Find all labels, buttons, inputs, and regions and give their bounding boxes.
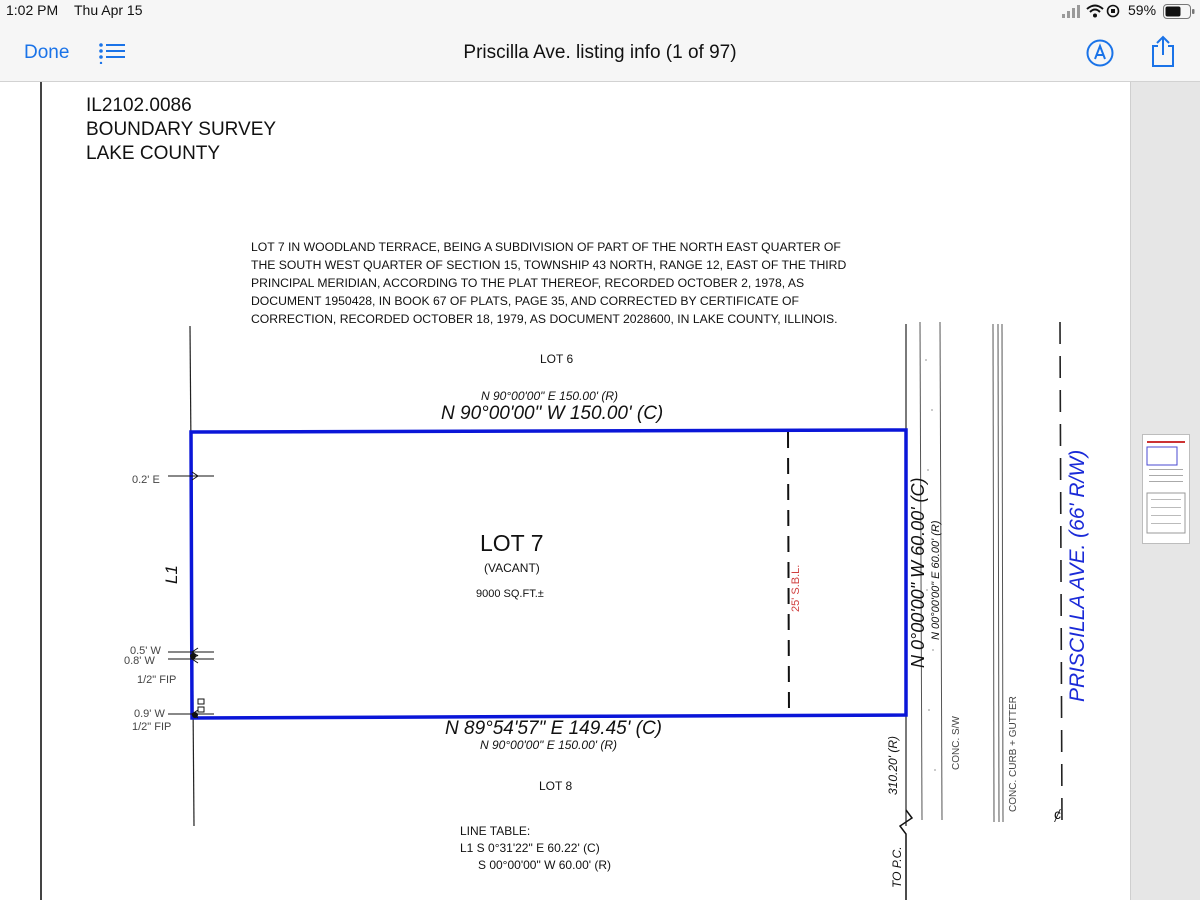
north-bearing-record: N 90°00'00" E 150.00' (R): [481, 389, 619, 403]
street-name-label: PRISCILLA AVE. (66' R/W): [1066, 449, 1089, 702]
street-centerline: [1060, 322, 1062, 825]
fip-label-1: 1/2" FIP: [137, 674, 177, 686]
fip-label-2: 1/2" FIP: [132, 721, 172, 733]
adjacent-lot-south: LOT 8: [539, 779, 573, 793]
line-table-row-1: L1 S 0°31'22" E 60.22' (C): [460, 841, 600, 855]
status-date: Thu Apr 15: [74, 2, 143, 18]
survey-type: BOUNDARY SURVEY: [86, 119, 277, 140]
curb-gutter-label: CONC. CURB + GUTTER: [1008, 696, 1019, 812]
centerline-symbol: ȼ: [1054, 806, 1061, 822]
thumbnail-preview: [1143, 435, 1189, 543]
line-table-row-2: S 00°00'00" W 60.00' (R): [478, 858, 612, 872]
offset-label-1: 0.2' E: [132, 474, 160, 486]
curb-line-2: [998, 324, 999, 822]
distance-to-pc: 310.20' (R): [886, 736, 900, 795]
corner-marker-2: [198, 707, 204, 712]
offset-label-4: 0.9' W: [134, 708, 165, 720]
corner-marker-1: [198, 699, 204, 704]
lot-status: (VACANT): [484, 561, 540, 575]
sidewalk-label: CONC. S/W: [951, 716, 962, 770]
l1-label: L1: [162, 565, 181, 584]
south-bearing-record: N 90°00'00" E 150.00' (R): [480, 738, 618, 752]
south-bearing-calculated: N 89°54'57" E 149.45' (C): [445, 718, 662, 739]
setback-label: 25' S.B.L.: [790, 564, 802, 612]
iron-pipe-marker-1: [190, 653, 196, 659]
curb-line-3: [1002, 324, 1003, 822]
survey-id: IL2102.0086: [86, 95, 192, 116]
status-time: 1:02 PM: [6, 2, 59, 18]
offset-label-2: 0.5' W: [130, 645, 161, 657]
document-title: Priscilla Ave. listing info (1 of 97): [463, 42, 737, 63]
done-button[interactable]: Done: [24, 42, 70, 63]
offset-label-3: 0.8' W: [124, 655, 155, 667]
survey-county: LAKE COUNTY: [86, 143, 221, 164]
share-icon[interactable]: [1150, 34, 1176, 68]
to-pc-label: TO P.C.: [890, 846, 904, 888]
east-bearing-calculated: N 0°00'00" W 60.00' (C): [908, 477, 928, 668]
battery-icon: [1163, 4, 1195, 19]
line-table-title: LINE TABLE:: [460, 824, 531, 838]
east-bearing-record: N 00°00'00" E 60.00' (R): [930, 520, 942, 640]
page-thumbnail[interactable]: [1142, 434, 1190, 544]
setback-line: [788, 432, 789, 716]
north-bearing-calculated: N 90°00'00" W 150.00' (C): [441, 403, 664, 424]
iron-pipe-marker-2: [192, 712, 198, 718]
battery-percent: 59%: [1128, 2, 1157, 18]
lot-area: 9000 SQ.FT.±: [476, 588, 544, 600]
adjacent-lot-north: LOT 6: [540, 352, 574, 366]
legal-description: LOT 7 IN WOODLAND TERRACE, BEING A SUBDIVISION OF PART OF THE NORTH EAST QUARTER OF THE SOUTH WEST QUARTER OF SECTION 15, TOWNSHIP 43 NORTH, RANGE 12, EAST OF THE THIRD PRINCIPAL MERIDIAN, ACCORDING TO THE PLAT THEREOF, RECORDED OCTOBER 2, 1978, AS DOCUMENT 1950428, IN BOOK 67 OF PLATS, PAGE 35, AND CORRECTED BY CERTIFICATE OF CORRECTION, RECORDED OCTOBER 18, 1979, AS DOCUMENT 2028600, IN LAKE COUNTY, ILLINOIS.: [251, 240, 847, 326]
lot-title: LOT 7: [480, 530, 544, 556]
curb-line-1: [993, 324, 994, 822]
